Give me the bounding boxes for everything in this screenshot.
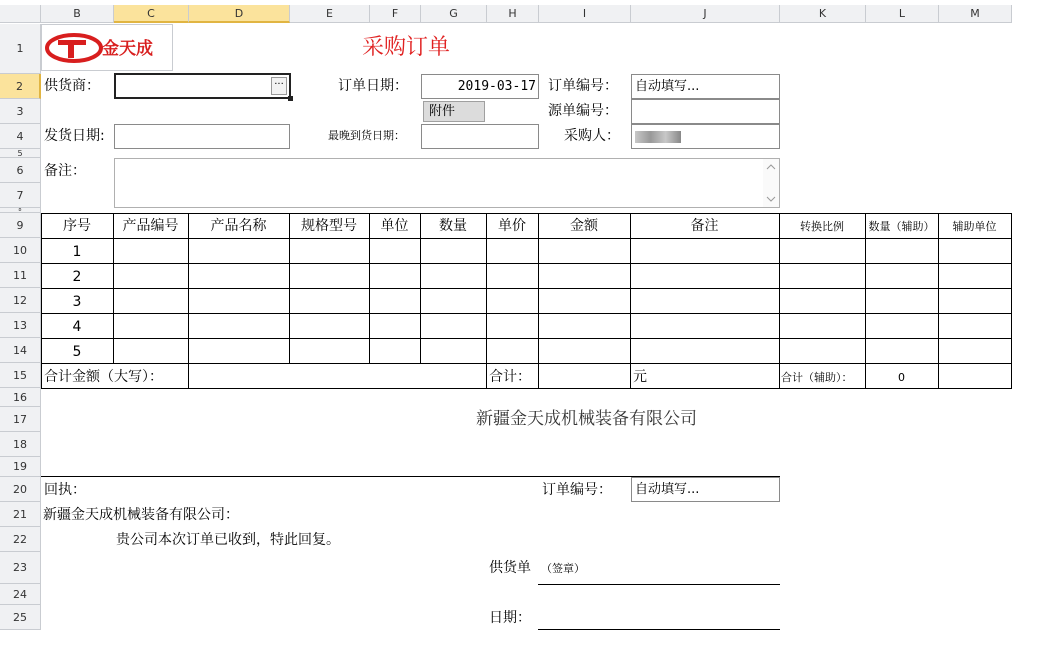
- receipt-body: 贵公司本次订单已收到，特此回复。: [116, 532, 340, 548]
- remark-label: 备注：: [44, 163, 86, 179]
- latest-arrival-input[interactable]: [421, 124, 539, 149]
- col-header-h[interactable]: H: [487, 5, 539, 23]
- order-no-value: 自动填写...: [635, 79, 700, 94]
- col-header-d[interactable]: D: [189, 5, 290, 23]
- order-date-input[interactable]: [421, 74, 539, 99]
- th-product-code: 产品编号: [122, 218, 179, 234]
- row-header[interactable]: 18: [0, 432, 41, 457]
- col-header-e[interactable]: E: [290, 5, 370, 23]
- row-header[interactable]: 9: [0, 213, 41, 238]
- row-header[interactable]: 22: [0, 527, 41, 552]
- attachment-button-label: 附件: [429, 104, 456, 119]
- th-aux-unit: 辅助单位: [952, 220, 997, 233]
- attachment-button[interactable]: [423, 101, 485, 122]
- order-no-label: 订单编号：: [548, 78, 618, 94]
- row-header[interactable]: 3: [0, 99, 41, 124]
- th-product-name: 产品名称: [210, 218, 267, 234]
- col-header-m[interactable]: M: [939, 5, 1012, 23]
- receipt-order-no-value: 自动填写...: [635, 482, 700, 497]
- row-header[interactable]: 1: [0, 24, 41, 74]
- row-header[interactable]: 11: [0, 263, 41, 288]
- receipt-order-no-label: 订单编号：: [542, 482, 612, 498]
- col-header-c[interactable]: C: [114, 5, 189, 23]
- row-header[interactable]: 23: [0, 552, 41, 584]
- supplier-sign-label: 供货单: [489, 560, 531, 576]
- row-header[interactable]: 16: [0, 388, 41, 407]
- col-header-f[interactable]: F: [370, 5, 421, 23]
- row-header[interactable]: 15: [0, 363, 41, 388]
- col-header-b[interactable]: B: [41, 5, 114, 23]
- row-header[interactable]: 24: [0, 584, 41, 605]
- page-title: 采购订单: [362, 35, 451, 60]
- order-date-value: 2019-03-17: [457, 79, 536, 94]
- row-header[interactable]: 8: [0, 208, 41, 213]
- row-header[interactable]: 25: [0, 605, 41, 630]
- company-logo: [41, 24, 173, 71]
- th-unit-price: 单价: [498, 218, 526, 234]
- supplier-label: 供货商：: [44, 78, 100, 94]
- receipt-label: 回执：: [44, 482, 86, 498]
- table-row-index: 2: [72, 269, 82, 285]
- table-row-index: 4: [72, 319, 82, 335]
- total-label: 合计：: [489, 369, 531, 385]
- select-all-corner[interactable]: [0, 5, 41, 23]
- total-aux-value: 0: [898, 371, 905, 384]
- col-header-g[interactable]: G: [421, 5, 487, 23]
- row-header[interactable]: 5: [0, 149, 41, 158]
- order-date-label: 订单日期：: [338, 78, 408, 94]
- row-header[interactable]: 14: [0, 338, 41, 363]
- blurred-buyer-name: [635, 131, 681, 143]
- col-header-j[interactable]: J: [631, 5, 780, 23]
- row-header[interactable]: 19: [0, 457, 41, 477]
- receipt-order-no-input[interactable]: [631, 477, 780, 502]
- row-header[interactable]: 12: [0, 288, 41, 313]
- th-unit: 单位: [380, 218, 409, 234]
- date-line: [538, 629, 780, 630]
- th-conversion-ratio: 转换比例: [800, 220, 844, 233]
- th-amount: 金额: [570, 218, 598, 234]
- logo-mark-icon: [44, 31, 104, 65]
- th-spec: 规格型号: [301, 218, 357, 234]
- total-cn-label: 合计金额（大写）：: [44, 369, 163, 385]
- col-header-k[interactable]: K: [780, 5, 866, 23]
- seal-note: （签章）: [541, 562, 585, 575]
- receipt-date-label: 日期：: [489, 610, 531, 626]
- total-aux-label: 合计（辅助）：: [781, 371, 853, 384]
- row-header[interactable]: 13: [0, 313, 41, 338]
- row-header[interactable]: 4: [0, 124, 41, 149]
- order-no-input[interactable]: [631, 74, 780, 99]
- th-aux-quantity: 数量（辅助）: [868, 220, 935, 233]
- th-index: 序号: [63, 218, 91, 234]
- fill-handle[interactable]: [288, 96, 293, 101]
- signature-line: [538, 584, 780, 585]
- th-quantity: 数量: [439, 218, 467, 234]
- row-header[interactable]: 17: [0, 407, 41, 432]
- ship-date-label: 发货日期:: [44, 128, 105, 144]
- row-header[interactable]: 20: [0, 477, 41, 502]
- remark-textarea[interactable]: [114, 158, 780, 208]
- table-row-index: 3: [72, 294, 82, 310]
- table-row-index: 5: [72, 344, 82, 360]
- row-header[interactable]: 6: [0, 158, 41, 183]
- table-row-index: 1: [72, 244, 82, 260]
- yuan-label: 元: [633, 369, 647, 385]
- row-header[interactable]: 21: [0, 502, 41, 527]
- company-name: 新疆金天成机械装备有限公司: [476, 409, 697, 429]
- row-header[interactable]: 10: [0, 238, 41, 263]
- buyer-label: 采购人：: [564, 128, 620, 144]
- col-header-l[interactable]: L: [866, 5, 939, 23]
- supplier-input[interactable]: [114, 73, 291, 99]
- supplier-picker-button[interactable]: ···: [271, 77, 287, 95]
- source-no-label: 源单编号：: [548, 103, 618, 119]
- scroll-arrows-icon: [763, 159, 779, 207]
- receipt-addressee: 新疆金天成机械装备有限公司：: [43, 507, 239, 523]
- logo-text: 金天成: [102, 39, 153, 59]
- row-header[interactable]: 7: [0, 183, 41, 208]
- remark-scrollbar[interactable]: [763, 159, 779, 207]
- latest-arrival-label: 最晚到货日期：: [328, 129, 405, 142]
- source-no-input[interactable]: [631, 99, 780, 124]
- row-header[interactable]: 2: [0, 74, 41, 99]
- col-header-i[interactable]: I: [539, 5, 631, 23]
- ship-date-input[interactable]: [114, 124, 290, 149]
- th-remark: 备注: [690, 218, 719, 234]
- buyer-input[interactable]: [631, 124, 780, 149]
